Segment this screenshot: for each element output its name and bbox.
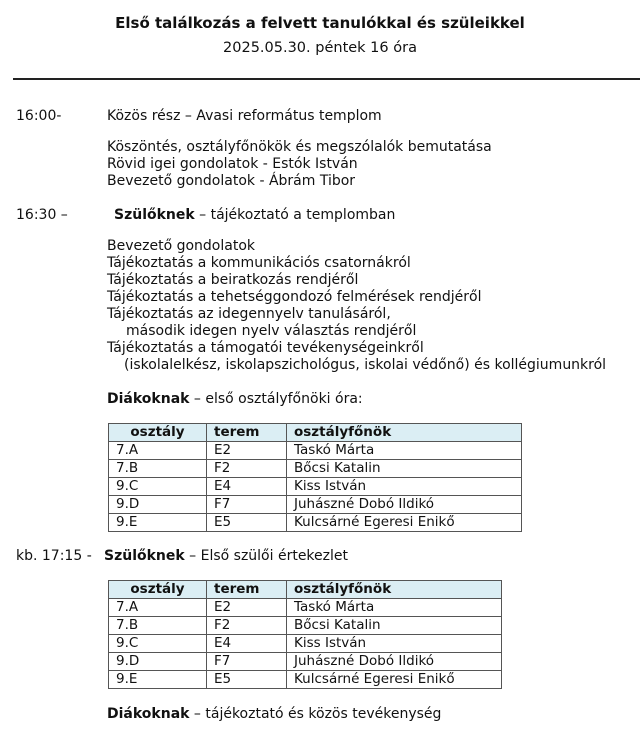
document-title: Első találkozás a felvett tanulókkal és szüleikkel (115, 14, 525, 32)
class-table-2 (108, 580, 502, 689)
col-header-teacher: osztályfőnök (287, 424, 522, 442)
table-row (109, 599, 502, 617)
table-row (109, 478, 522, 496)
cell-class: 9.C (109, 635, 207, 653)
cell-teacher: Juhászné Dobó Ildikó (287, 653, 502, 671)
table-row (109, 442, 522, 460)
col-header-room: terem (207, 581, 287, 599)
section2-heading (114, 207, 395, 224)
cell-class: 7.A (109, 599, 207, 617)
agenda-item-cont: (iskolalelkész, iskolapszichológus, iskolai védőnő) és kollégiumunkról (124, 357, 607, 373)
time-1630: 16:30 – (16, 207, 68, 223)
cell-teacher: Juhászné Dobó Ildikó (287, 496, 522, 514)
divider (13, 78, 640, 80)
section1-heading: Közös rész – Avasi református templom (107, 108, 382, 124)
table-row (109, 460, 522, 478)
cell-room: E5 (207, 671, 287, 689)
cell-class: 7.A (109, 442, 207, 460)
cell-room: E5 (207, 514, 287, 532)
agenda-item: Bevezető gondolatok - Ábrám Tibor (107, 173, 356, 189)
col-header-room: terem (207, 424, 287, 442)
cell-room: E4 (207, 635, 287, 653)
cell-room: F7 (207, 653, 287, 671)
students-heading-bold: Diákoknak (107, 706, 190, 722)
agenda-item: Tájékoztatás a beiratkozás rendjéről (107, 272, 359, 288)
cell-teacher: Kiss István (287, 635, 502, 653)
students-heading-bold: Diákoknak (107, 391, 190, 407)
cell-teacher: Bőcsi Katalin (287, 460, 522, 478)
class-table-1 (108, 423, 522, 532)
col-header-class: osztály (109, 581, 207, 599)
cell-class: 9.C (109, 478, 207, 496)
cell-teacher: Taskó Márta (287, 442, 522, 460)
students-heading-rest: – első osztályfőnöki óra: (189, 391, 363, 407)
cell-teacher: Kulcsárné Egeresi Enikő (287, 514, 522, 532)
cell-room: F2 (207, 460, 287, 478)
cell-class: 9.D (109, 496, 207, 514)
time-1600: 16:00- (16, 108, 62, 124)
cell-room: E2 (207, 599, 287, 617)
table-header-row (109, 581, 502, 599)
agenda-item: Rövid igei gondolatok - Estók István (107, 156, 358, 172)
cell-teacher: Bőcsi Katalin (287, 617, 502, 635)
table-row (109, 496, 522, 514)
agenda-item: Tájékoztatás a tehetséggondozó felmérések rendjéről (107, 289, 482, 305)
cell-class: 9.D (109, 653, 207, 671)
cell-class: 9.E (109, 671, 207, 689)
cell-room: F7 (207, 496, 287, 514)
section3-heading-rest: – Első szülői értekezlet (184, 548, 348, 564)
cell-teacher: Kulcsárné Egeresi Enikő (287, 671, 502, 689)
table-row (109, 671, 502, 689)
cell-teacher: Kiss István (287, 478, 522, 496)
agenda-item: Tájékoztatás a kommunikációs csatornákról (107, 255, 411, 271)
section2-heading-rest: – tájékoztató a templomban (194, 207, 396, 223)
document-date: 2025.05.30. péntek 16 óra (223, 40, 417, 56)
table-row (109, 617, 502, 635)
students-heading-2 (107, 706, 441, 723)
table-row (109, 635, 502, 653)
section2-heading-bold: Szülőknek (114, 207, 195, 223)
time-1715: kb. 17:15 - (16, 548, 92, 564)
students-heading-rest: – tájékoztató és közös tevékenység (189, 706, 442, 722)
agenda-item: Bevezető gondolatok (107, 238, 255, 254)
cell-room: E2 (207, 442, 287, 460)
cell-room: E4 (207, 478, 287, 496)
table-row (109, 514, 522, 532)
table-header-row (109, 424, 522, 442)
table-row (109, 653, 502, 671)
cell-class: 7.B (109, 617, 207, 635)
agenda-item: Tájékoztatás az idegennyelv tanulásáról, (107, 306, 391, 322)
col-header-class: osztály (109, 424, 207, 442)
section3-heading (104, 548, 348, 565)
cell-room: F2 (207, 617, 287, 635)
section3-heading-bold: Szülőknek (104, 548, 185, 564)
cell-class: 9.E (109, 514, 207, 532)
col-header-teacher: osztályfőnök (287, 581, 502, 599)
students-heading-1 (107, 391, 363, 408)
agenda-item: Köszöntés, osztályfőnökök és megszólalók bemutatása (107, 139, 492, 155)
cell-class: 7.B (109, 460, 207, 478)
agenda-item: Tájékoztatás a támogatói tevékenységeinkről (107, 340, 424, 356)
cell-teacher: Taskó Márta (287, 599, 502, 617)
agenda-item-cont: második idegen nyelv választás rendjéről (126, 323, 417, 339)
